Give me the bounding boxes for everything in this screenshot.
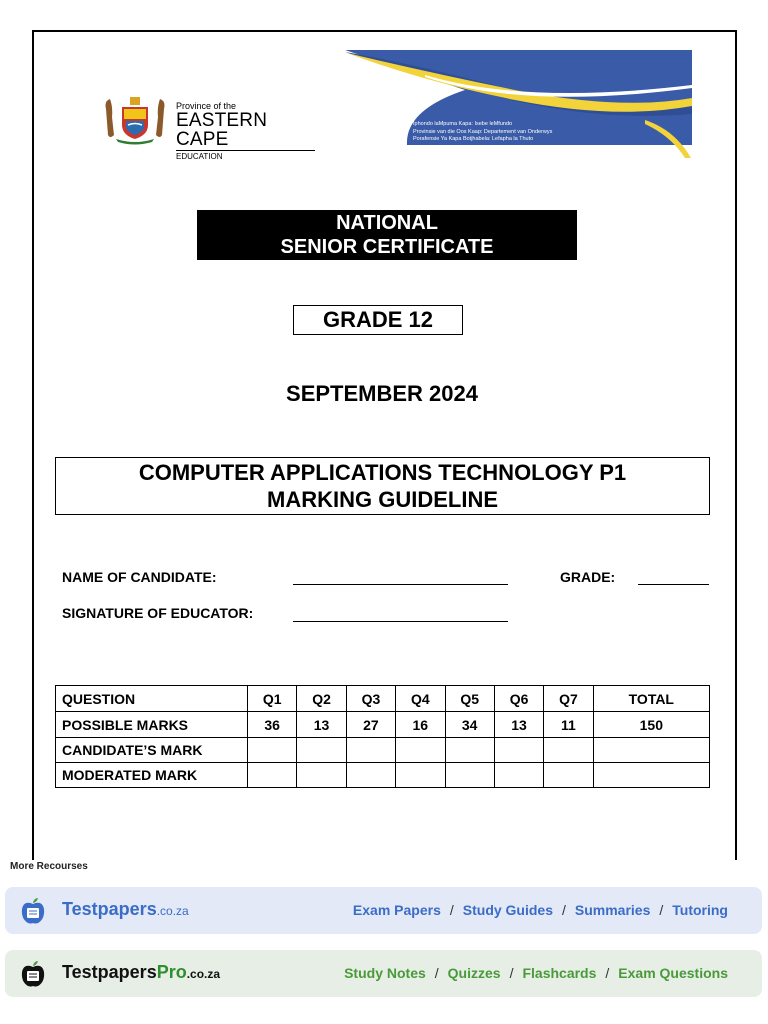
table-input-cell[interactable] bbox=[445, 763, 494, 788]
apple-book-icon bbox=[20, 897, 46, 925]
name-label: NAME OF CANDIDATE: bbox=[62, 569, 217, 585]
name-field[interactable] bbox=[293, 584, 508, 585]
nsc-title-box bbox=[197, 210, 577, 260]
signature-field[interactable] bbox=[293, 621, 508, 622]
table-row-candidate bbox=[56, 738, 710, 763]
exam-date: SEPTEMBER 2024 bbox=[286, 381, 478, 406]
table-input-cell[interactable] bbox=[593, 738, 709, 763]
logo-line-1: Province of the bbox=[176, 101, 237, 111]
table-header-cell: Q1 bbox=[248, 686, 297, 712]
grade-label: GRADE: bbox=[560, 569, 616, 585]
table-header-cell: Q7 bbox=[544, 686, 593, 712]
more-resources-label: More Recourses bbox=[10, 861, 88, 872]
table-input-cell[interactable] bbox=[346, 738, 395, 763]
table-header-cell: Q6 bbox=[494, 686, 543, 712]
table-cell: 13 bbox=[297, 712, 346, 738]
link-study-notes[interactable]: Study Notes bbox=[344, 965, 426, 981]
grade-field[interactable] bbox=[638, 584, 709, 585]
table-input-cell[interactable] bbox=[544, 763, 593, 788]
testpapers-brand[interactable] bbox=[62, 899, 189, 920]
nsc-line-1: NATIONAL bbox=[336, 212, 438, 234]
table-input-cell[interactable] bbox=[445, 738, 494, 763]
testpaperspro-links: Study Notes / Quizzes / Flashcards / Exam Questions bbox=[344, 965, 728, 981]
table-cell: 11 bbox=[544, 712, 593, 738]
coat-of-arms-icon bbox=[100, 95, 170, 145]
table-input-cell[interactable] bbox=[494, 763, 543, 788]
table-header-cell: QUESTION bbox=[56, 686, 248, 712]
brand-tld: .co.za bbox=[186, 967, 221, 981]
grade-title: GRADE 12 bbox=[293, 305, 463, 335]
brand-name: Testpapers bbox=[62, 899, 157, 919]
table-input-cell[interactable] bbox=[297, 738, 346, 763]
table-cell: CANDIDATE’S MARK bbox=[56, 738, 248, 763]
table-cell: 150 bbox=[593, 712, 709, 738]
table-input-cell[interactable] bbox=[396, 763, 445, 788]
testpaperspro-banner[interactable] bbox=[5, 950, 762, 997]
testpapers-banner[interactable] bbox=[5, 887, 762, 934]
table-header-cell: TOTAL bbox=[593, 686, 709, 712]
banner-line-3: Porafensie Ya Kapa Botjhabela: Lefapha la Thuto bbox=[413, 136, 534, 142]
table-header-cell: Q4 bbox=[396, 686, 445, 712]
testpapers-links: Exam Papers / Study Guides / Summaries / Tutoring bbox=[352, 902, 728, 918]
table-input-cell[interactable] bbox=[346, 763, 395, 788]
signature-label: SIGNATURE OF EDUCATOR: bbox=[62, 605, 254, 621]
table-cell: 34 bbox=[445, 712, 494, 738]
link-summaries[interactable]: Summaries bbox=[574, 902, 651, 918]
table-cell: 36 bbox=[248, 712, 297, 738]
brand-name: Testpapers bbox=[62, 962, 157, 982]
apple-book-icon bbox=[20, 960, 46, 988]
table-cell: 16 bbox=[396, 712, 445, 738]
logo-line-2: EASTERN CAPE bbox=[176, 111, 315, 151]
brand-accent: Pro bbox=[156, 962, 187, 982]
table-input-cell[interactable] bbox=[396, 738, 445, 763]
subject-line-1: COMPUTER APPLICATIONS TECHNOLOGY P1 bbox=[138, 460, 627, 485]
table-header-cell: Q2 bbox=[297, 686, 346, 712]
table-cell: MODERATED MARK bbox=[56, 763, 248, 788]
banner-line-2: Provinsie van die Oos Kaap: Departement van Onderwys bbox=[413, 128, 553, 135]
table-input-cell[interactable] bbox=[494, 738, 543, 763]
table-input-cell[interactable] bbox=[248, 738, 297, 763]
link-study-guides[interactable]: Study Guides bbox=[462, 902, 553, 918]
table-input-cell[interactable] bbox=[544, 738, 593, 763]
eastern-cape-logo bbox=[100, 95, 315, 161]
brand-tld: .co.za bbox=[156, 904, 189, 918]
subject-line-2: MARKING GUIDELINE bbox=[267, 487, 498, 512]
table-input-cell[interactable] bbox=[593, 763, 709, 788]
nsc-line-2: SENIOR CERTIFICATE bbox=[280, 236, 494, 258]
marks-table bbox=[55, 685, 710, 788]
link-exam-questions[interactable]: Exam Questions bbox=[618, 965, 728, 981]
table-cell: POSSIBLE MARKS bbox=[56, 712, 248, 738]
link-tutoring[interactable]: Tutoring bbox=[672, 902, 728, 918]
logo-line-3: EDUCATION bbox=[176, 152, 223, 161]
link-exam-papers[interactable]: Exam Papers bbox=[352, 902, 441, 918]
testpaperspro-brand[interactable] bbox=[62, 962, 220, 983]
table-row-moderated bbox=[56, 763, 710, 788]
table-row-possible bbox=[56, 712, 710, 738]
link-flashcards[interactable]: Flashcards bbox=[522, 965, 597, 981]
subject-title-box bbox=[55, 457, 710, 515]
banner-text bbox=[413, 121, 593, 144]
table-cell: 27 bbox=[346, 712, 395, 738]
table-header-cell: Q3 bbox=[346, 686, 395, 712]
table-input-cell[interactable] bbox=[297, 763, 346, 788]
table-cell: 13 bbox=[494, 712, 543, 738]
banner-line-1: Iphondo laMpuma Kapa: Isebe leMfundo bbox=[413, 121, 513, 127]
table-header-row bbox=[56, 686, 710, 712]
link-quizzes[interactable]: Quizzes bbox=[447, 965, 501, 981]
table-input-cell[interactable] bbox=[248, 763, 297, 788]
table-header-cell: Q5 bbox=[445, 686, 494, 712]
